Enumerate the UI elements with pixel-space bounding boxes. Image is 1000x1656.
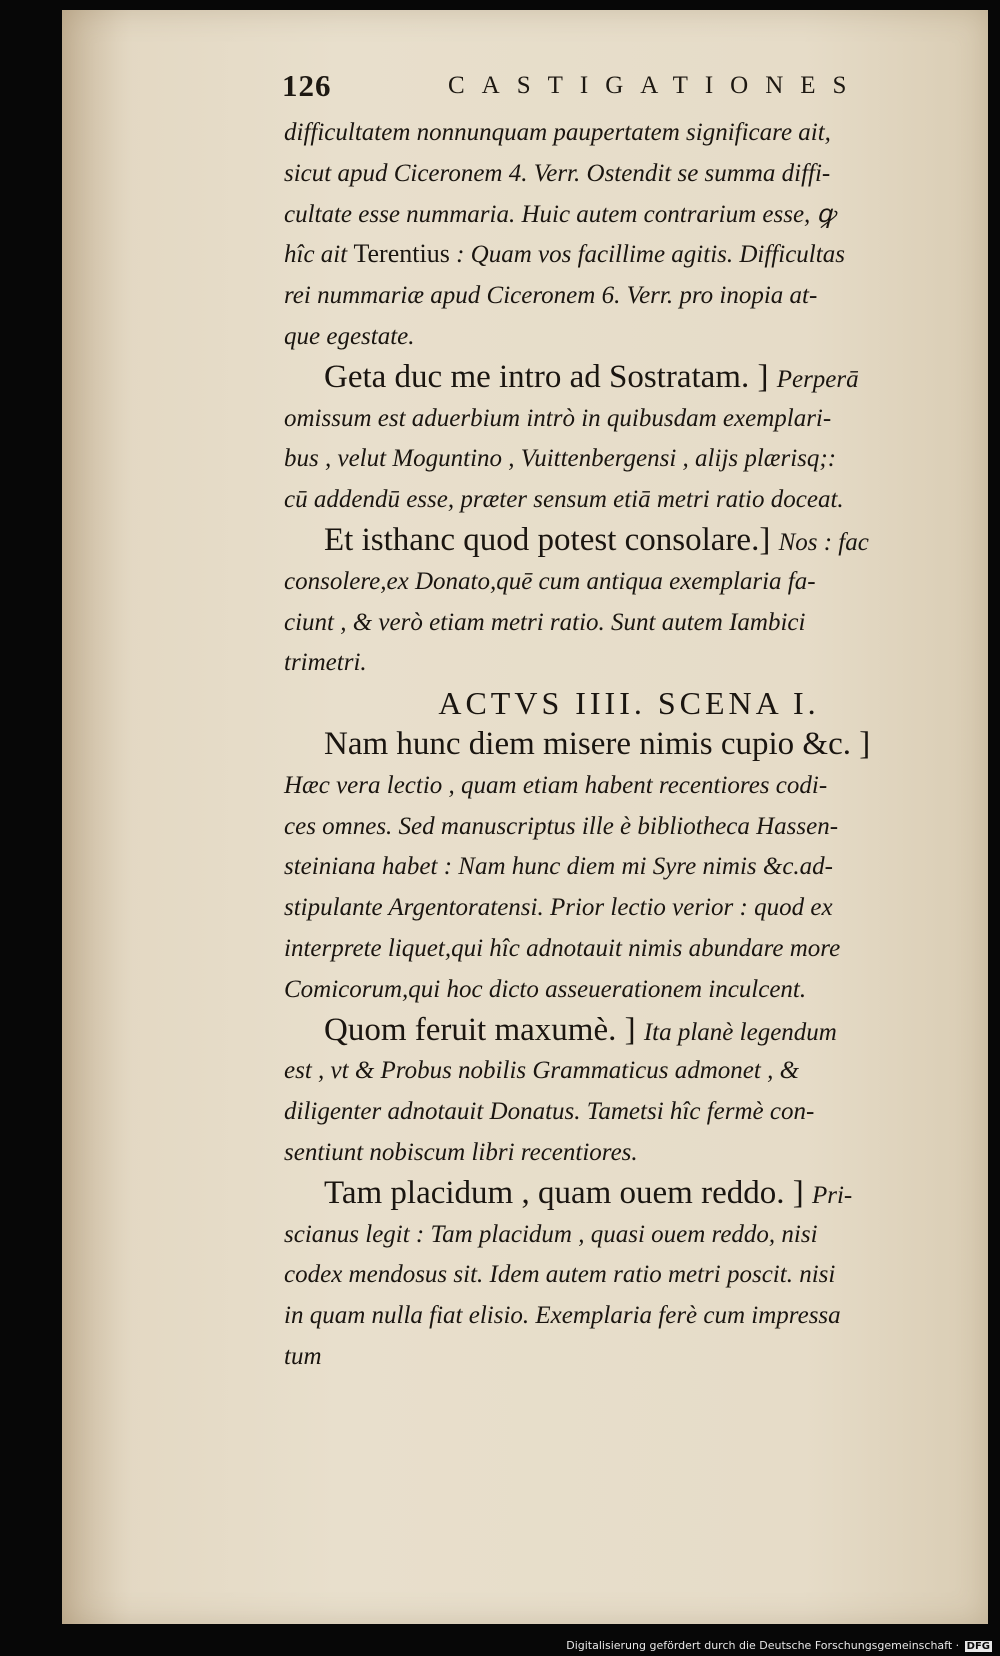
text-line bbox=[284, 561, 974, 602]
running-head: CASTIGATIONES bbox=[448, 72, 864, 99]
text-line bbox=[284, 1010, 974, 1051]
commentary-text: tum bbox=[284, 1342, 322, 1370]
text-line bbox=[284, 928, 974, 969]
text-line bbox=[284, 642, 974, 683]
text-line bbox=[284, 479, 974, 520]
text-line bbox=[284, 153, 974, 194]
commentary-text: : Quam vos facillime agitis. Difficultas bbox=[449, 241, 845, 269]
text-line bbox=[284, 765, 974, 806]
commentary-text: sentiunt nobiscum libri recentiores. bbox=[284, 1138, 638, 1166]
lemma-text: Et isthanc quod potest consolare.] bbox=[324, 521, 779, 558]
lemma-text: Quom feruit maxumè. ] bbox=[324, 1011, 644, 1048]
commentary-text: que egestate. bbox=[284, 322, 415, 350]
text-line bbox=[284, 1214, 974, 1255]
text-line bbox=[284, 438, 974, 479]
commentary-text: Terentius bbox=[353, 239, 450, 269]
commentary-text: difficultatem nonnunquam paupertatem significare ait, bbox=[284, 119, 831, 146]
text-line bbox=[284, 112, 974, 153]
lemma-text: Nam hunc diem misere nimis cupio &c. ] bbox=[324, 725, 871, 762]
text-line bbox=[284, 887, 974, 928]
commentary-text: consolere,ex Donato,quē cum antiqua exemplaria fa- bbox=[284, 567, 816, 595]
commentary-text: est , vt & Probus nobilis Grammaticus admonet , & bbox=[284, 1057, 800, 1085]
commentary-text: ciunt , & verò etiam metri ratio. Sunt autem Iambici bbox=[284, 608, 806, 636]
text-line bbox=[284, 1050, 974, 1091]
dfg-logo: DFG bbox=[966, 1641, 990, 1652]
text-line bbox=[284, 806, 974, 847]
commentary-text: bus , velut Moguntino , Vuittenbergensi , alijs plærisq;: bbox=[284, 445, 837, 473]
commentary-text: sicut apud bbox=[284, 159, 394, 187]
commentary-text: interprete liquet,qui hîc adnotauit nimis abundare more bbox=[284, 934, 841, 962]
commentary-text: Ita planè legendum bbox=[643, 1018, 837, 1046]
text-line bbox=[284, 275, 974, 316]
text-block-1 bbox=[284, 112, 974, 683]
commentary-text: scianus legit : Tam placidum , quasi ouem reddo, nisi bbox=[284, 1220, 818, 1248]
act-heading: ACTVS IIII. SCENA I. bbox=[438, 685, 820, 722]
commentary-text: stipulante Argentoratensi. Prior lectio verior : quod ex bbox=[284, 894, 833, 922]
page-text bbox=[284, 112, 974, 1377]
text-line bbox=[284, 1173, 974, 1214]
credit-text: Digitalisierung gefördert durch die Deutsche Forschungsgemeinschaft · bbox=[566, 1639, 960, 1652]
commentary-text: rei nummariæ apud Ciceronem 6. Verr. pro inopia at- bbox=[284, 282, 818, 310]
text-line bbox=[284, 234, 974, 275]
text-line bbox=[284, 1295, 974, 1336]
commentary-text: in quam nulla fiat elisio. Exemplaria ferè cum impressa bbox=[284, 1302, 841, 1330]
text-line bbox=[284, 194, 974, 235]
commentary-text: Perperā bbox=[776, 365, 859, 393]
text-line bbox=[284, 969, 974, 1010]
text-line bbox=[284, 357, 974, 398]
commentary-text: codex mendosus sit. Idem autem ratio metri poscit. nisi bbox=[284, 1261, 836, 1289]
commentary-text: Nos : fac bbox=[778, 528, 869, 556]
page-header bbox=[220, 68, 980, 108]
commentary-text: diligenter adnotauit Donatus. Tametsi hîc fermè con- bbox=[284, 1098, 815, 1126]
commentary-text: Pri- bbox=[811, 1181, 853, 1209]
text-line bbox=[284, 1336, 974, 1377]
text-line bbox=[284, 316, 974, 357]
commentary-text: omissum est aduerbium intrò in quibusdam exemplari- bbox=[284, 404, 832, 432]
lemma-text: Geta duc me intro ad Sostratam. ] bbox=[324, 358, 777, 395]
commentary-text: Ciceronem 4. Verr. Ostendit se summa diffi- bbox=[393, 159, 831, 187]
commentary-text: Comicorum,qui hoc dicto asseuerationem inculcent. bbox=[284, 975, 807, 1003]
lemma-text: Tam placidum , quam ouem reddo. ] bbox=[324, 1174, 812, 1211]
text-line bbox=[284, 398, 974, 439]
text-line bbox=[284, 846, 974, 887]
page-number: 126 bbox=[282, 68, 332, 103]
text-line bbox=[284, 724, 974, 765]
commentary-text: steiniana habet : Nam hunc diem mi Syre nimis &c.ad- bbox=[284, 853, 833, 881]
text-block-2 bbox=[284, 724, 974, 1377]
commentary-text: ces omnes. Sed manuscriptus ille è bibliotheca Hassen- bbox=[284, 812, 839, 840]
text-line bbox=[284, 1254, 974, 1295]
commentary-text: hîc ait bbox=[284, 241, 354, 269]
digitization-credit bbox=[566, 1639, 992, 1652]
text-line bbox=[284, 1091, 974, 1132]
text-line bbox=[284, 602, 974, 643]
page-gutter-shade bbox=[62, 10, 132, 1624]
text-line bbox=[284, 520, 974, 561]
commentary-text: cū addendū esse, præter sensum etiā metri ratio doceat. bbox=[284, 486, 844, 514]
commentary-text: cultate esse nummaria. Huic autem contrarium esse, ꝙ bbox=[284, 200, 836, 228]
commentary-text: Hæc vera lectio , quam etiam habent recentiores codi- bbox=[284, 771, 828, 799]
commentary-text: trimetri. bbox=[284, 649, 367, 677]
text-line bbox=[284, 1132, 974, 1173]
